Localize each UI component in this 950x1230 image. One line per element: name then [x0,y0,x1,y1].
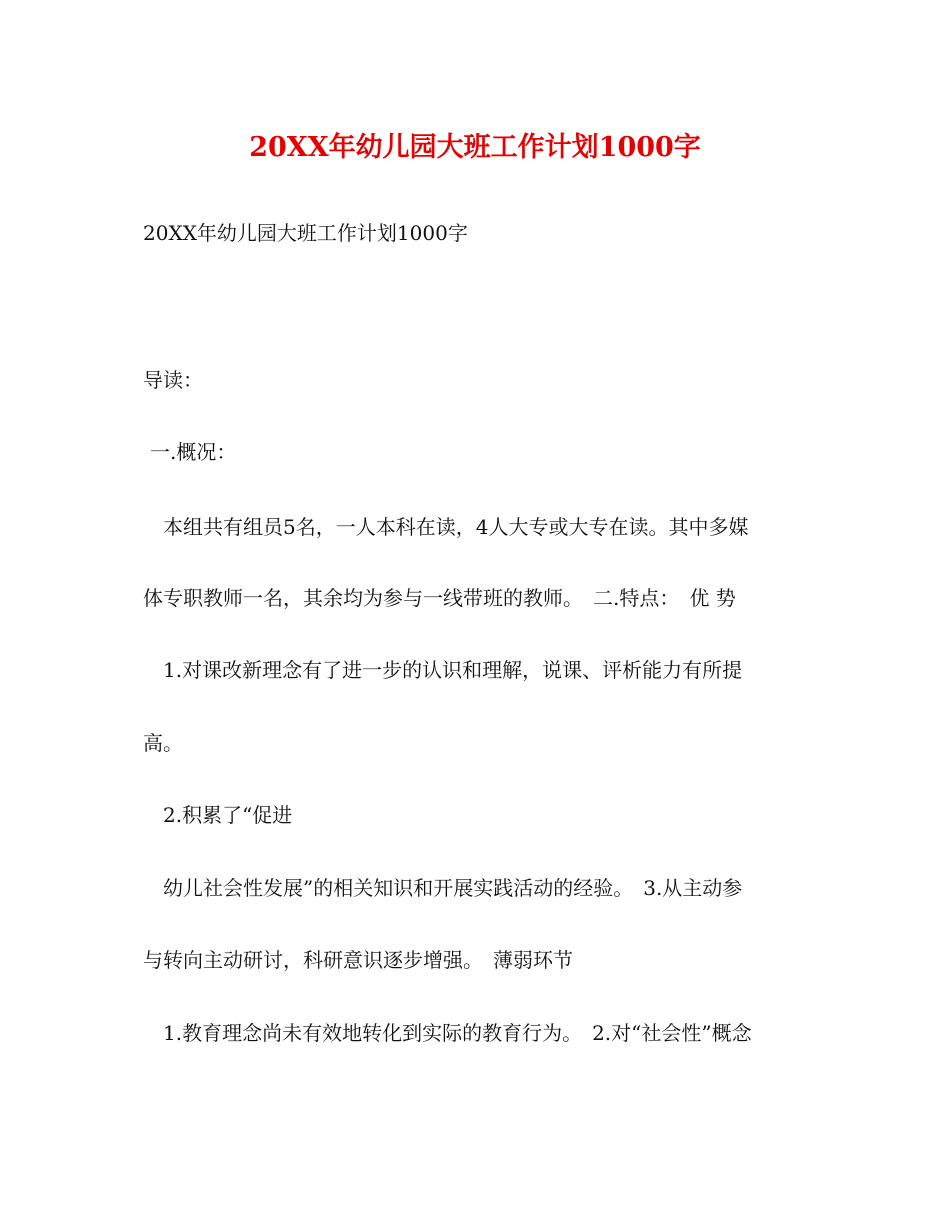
paragraph-line: 1.对课改新理念有了进一步的认识和理解，说课、评析能力有所提 [163,658,743,682]
paragraph-line: 本组共有组员5名，一人本科在读，4人大专或大专在读。其中多媒 [163,515,749,539]
paragraph-line: 幼儿社会性发展”的相关知识和开展实践活动的经验。 3.从主动参 [163,876,743,900]
document-title: 20XX年幼儿园大班工作计划1000字 [249,132,701,163]
guide-label: 导读： [143,368,203,392]
paragraph-line: 与转向主动研讨，科研意识逐步增强。 薄弱环节 [143,948,573,972]
subtitle-line: 20XX年幼儿园大班工作计划1000字 [143,221,468,245]
paragraph-line: 2.积累了“促进 [163,803,293,827]
section-heading-overview: 一.概况： [150,440,237,464]
paragraph-line: 高。 [143,731,183,755]
paragraph-line: 1.教育理念尚未有效地转化到实际的教育行为。 2.对“社会性”概念 [163,1021,752,1045]
paragraph-line: 体专职教师一名，其余均为参与一线带班的教师。 二.特点： 优 势 [143,586,736,610]
